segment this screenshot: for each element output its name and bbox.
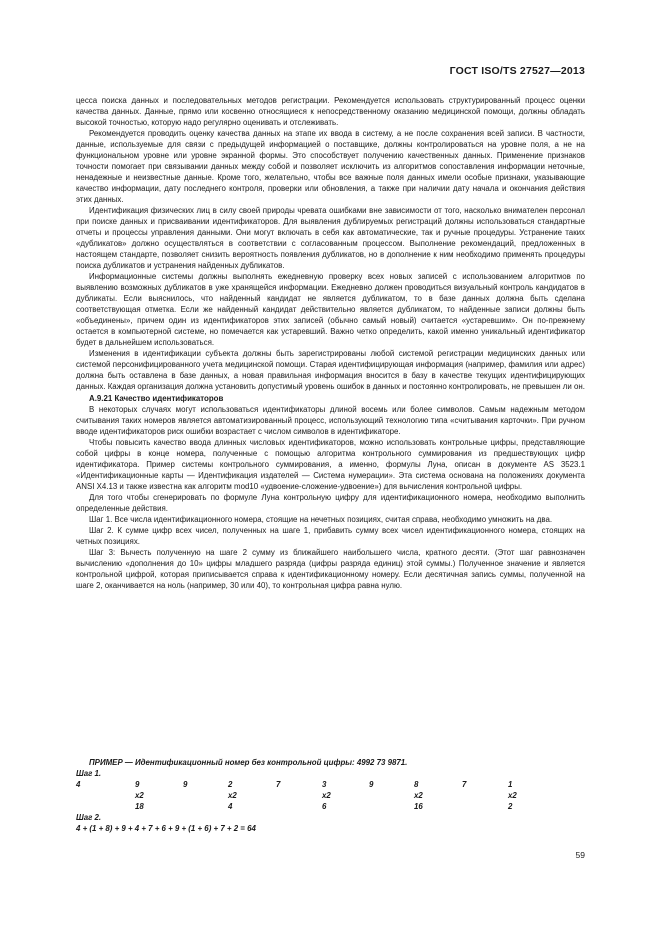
step-paragraph: Шаг 3: Вычесть полученную на шаге 2 сумму из ближайшего наибольшего числа, кратного десяти. (Этот шаг равнозначен вычислению «дополнения до 10» цифры младшего разряда (цифры разряда единиц) этой суммы.) Полученное значение и является контрольной цифрой, которая приписывается справа к идентификационному номеру. Если десятичная запись суммы, полученной на шаге 2, оканчивается на ноль (например, 30 или 40), то контрольная цифра равна нулю.	[76, 548, 585, 590]
document-header: ГОСТ ISO/TS 27527—2013	[449, 65, 585, 77]
example-multiplier: x2	[322, 791, 331, 800]
example-block	[76, 757, 585, 834]
example-digit: 9	[135, 780, 140, 789]
example-multiplier: x2	[228, 791, 237, 800]
multipliers-row	[76, 790, 585, 801]
example-digit: 4	[76, 780, 81, 789]
example-product: 16	[414, 802, 423, 811]
example-digit: 7	[276, 780, 281, 789]
example-digit: 3	[322, 780, 327, 789]
example-product: 2	[508, 802, 513, 811]
example-product: 6	[322, 802, 327, 811]
example-formula: 4 + (1 + 8) + 9 + 4 + 7 + 6 + 9 + (1 + 6) + 7 + 2 = 64	[76, 824, 256, 833]
section-number: А.9.21	[89, 394, 113, 403]
paragraph: Изменения в идентификации субъекта должны быть зарегистрированы любой системой регистрации медицинских данных или системой персонифицированного учета медицинской помощи. Старая идентифицирующая информация (например, фамилия или адрес) должна быть оставлена в базе данных, а новая правильная информация вносится в базу в качестве текущих идентифицирующих данных. Каждая организация должна установить допустимый уровень ошибок в данных и постоянно контролировать, не превышен ли он.	[76, 349, 585, 391]
paragraph: Чтобы повысить качество ввода длинных числовых идентификаторов, можно использовать контрольные цифры, представляющие собой цифры в конце номера, полученные с помощью алгоритма контрольного суммирования из предшествующих цифр идентификатора. Пример системы контрольного суммирования, а именно, формулы Луна, описан в документе AS 3523.1 «Идентификационные карты — Идентификация издателей — Система нумерации». Эта система основана на положениях документа ANSI X4.13 и также известна как алгоритм mod10 «удвоение-сложение-удвоение») для вычисления контрольной цифры.	[76, 438, 585, 491]
example-product: 18	[135, 802, 144, 811]
example-digit: 9	[369, 780, 374, 789]
example-digit: 1	[508, 780, 513, 789]
example-digit: 7	[462, 780, 467, 789]
example-step2-label: Шаг 2.	[76, 813, 102, 822]
paragraph: Рекомендуется проводить оценку качества данных на этапе их ввода в систему, а не после сохранения всей записи. В частности, данные, используемые для связи с предыдущей информацией о поставщике, должны контролироваться на уровне поля, а не на функциональном уровне или уровне экранной формы. Это способствует получению качественных данных. Применение признаков точности помогает при связывании данных между собой и позволяет исключить из алгоритмов сопоставления информации неточные, ненадежные и неизвестные данные. Кроме того, желательно, чтобы все важные поля данных имели особые признаки, указывающие качество информации, дату последнего контроля, проверки или обновления, а также при наличии дату начала и окончания действия этих данных.	[76, 129, 585, 204]
paragraph: цесса поиска данных и последовательных методов регистрации. Рекомендуется использовать структурированный процесс оценки качества данных. Данные, прямо или косвенно относящиеся к непосредственному оказанию медицинской помощи, должны обладать высокой точностью, которую надо регулярно оценивать и отслеживать.	[76, 96, 585, 127]
example-step1-label: Шаг 1.	[76, 769, 102, 778]
example-multiplier: x2	[508, 791, 517, 800]
paragraph: Идентификация физических лиц в силу своей природы чревата ошибками вне зависимости от того, насколько внимателен персонал при поиске данных и присваивании идентификаторов. Для выявления дублируемых регистраций должны использоваться стандартные отчеты и процессы управления данными. Они могут включать в себя как автоматические, так и ручные процедуры. Устранение таких «дубликатов» должно осуществляться в соответствии с согласованным процессом. Выполнение рекомендаций, предложенных в настоящем стандарте, позволяет снизить вероятность появления дубликатов, но в дополнение к ним необходимо применять процедуры поиска дубликатов и устранения найденных дубликатов.	[76, 206, 585, 270]
example-title: ПРИМЕР — Идентификационный номер без контрольной цифры: 4992 73 9871.	[89, 758, 408, 767]
example-multiplier: x2	[414, 791, 423, 800]
digits-row	[76, 779, 585, 790]
example-multiplier: x2	[135, 791, 144, 800]
paragraph: Для того чтобы сгенерировать по формуле Луна контрольную цифру для идентификационного номера, необходимо выполнить определенные действия.	[76, 493, 585, 513]
section-heading	[76, 393, 585, 404]
paragraph: В некоторых случаях могут использоваться идентификаторы длиной восемь или более символов. Самым надежным методом считывания таких номеров является автоматизированный процесс, использующий технологию типа «считывания карточки». При ручном вводе идентификаторов риск ошибки возрастает с числом символов в идентификаторе.	[76, 405, 585, 436]
step-paragraph: Шаг 2. К сумме цифр всех чисел, полученных на шаге 1, прибавить сумму всех чисел идентификационного номера, стоящих на четных позициях.	[76, 526, 585, 546]
paragraph: Информационные системы должны выполнять ежедневную проверку всех новых записей с использованием алгоритмов по выявлению возможных дубликатов в уже хранящейся информации. Ежедневно должен проводиться визуальный контроль кандидатов в дубликаты. Если выяснилось, что найденный кандидат не является дубликатом, то в базе данных должна быть сделана соответствующая отметка. Если же найденный кандидат действительно является дубликатом, то найденные записи должны быть «объединены», причем один из идентификаторов этих записей (обычно самый новый) считается «устаревшим». Он по-прежнему остается в компьютерной системе, но помечается как устаревший. Важно четко определить, какой именно уникальный идентификатор будет в дальнейшем использоваться.	[76, 272, 585, 347]
products-row	[76, 801, 585, 812]
example-digit: 9	[183, 780, 188, 789]
step-paragraph: Шаг 1. Все числа идентификационного номера, стоящие на нечетных позициях, считая справа, необходимо умножить на два.	[89, 515, 553, 524]
example-product: 4	[228, 802, 233, 811]
example-digit: 8	[414, 780, 419, 789]
section-title: Качество идентификаторов	[114, 394, 224, 403]
page-number: 59	[575, 850, 585, 860]
example-digit: 2	[228, 780, 233, 789]
document-body	[76, 95, 585, 591]
